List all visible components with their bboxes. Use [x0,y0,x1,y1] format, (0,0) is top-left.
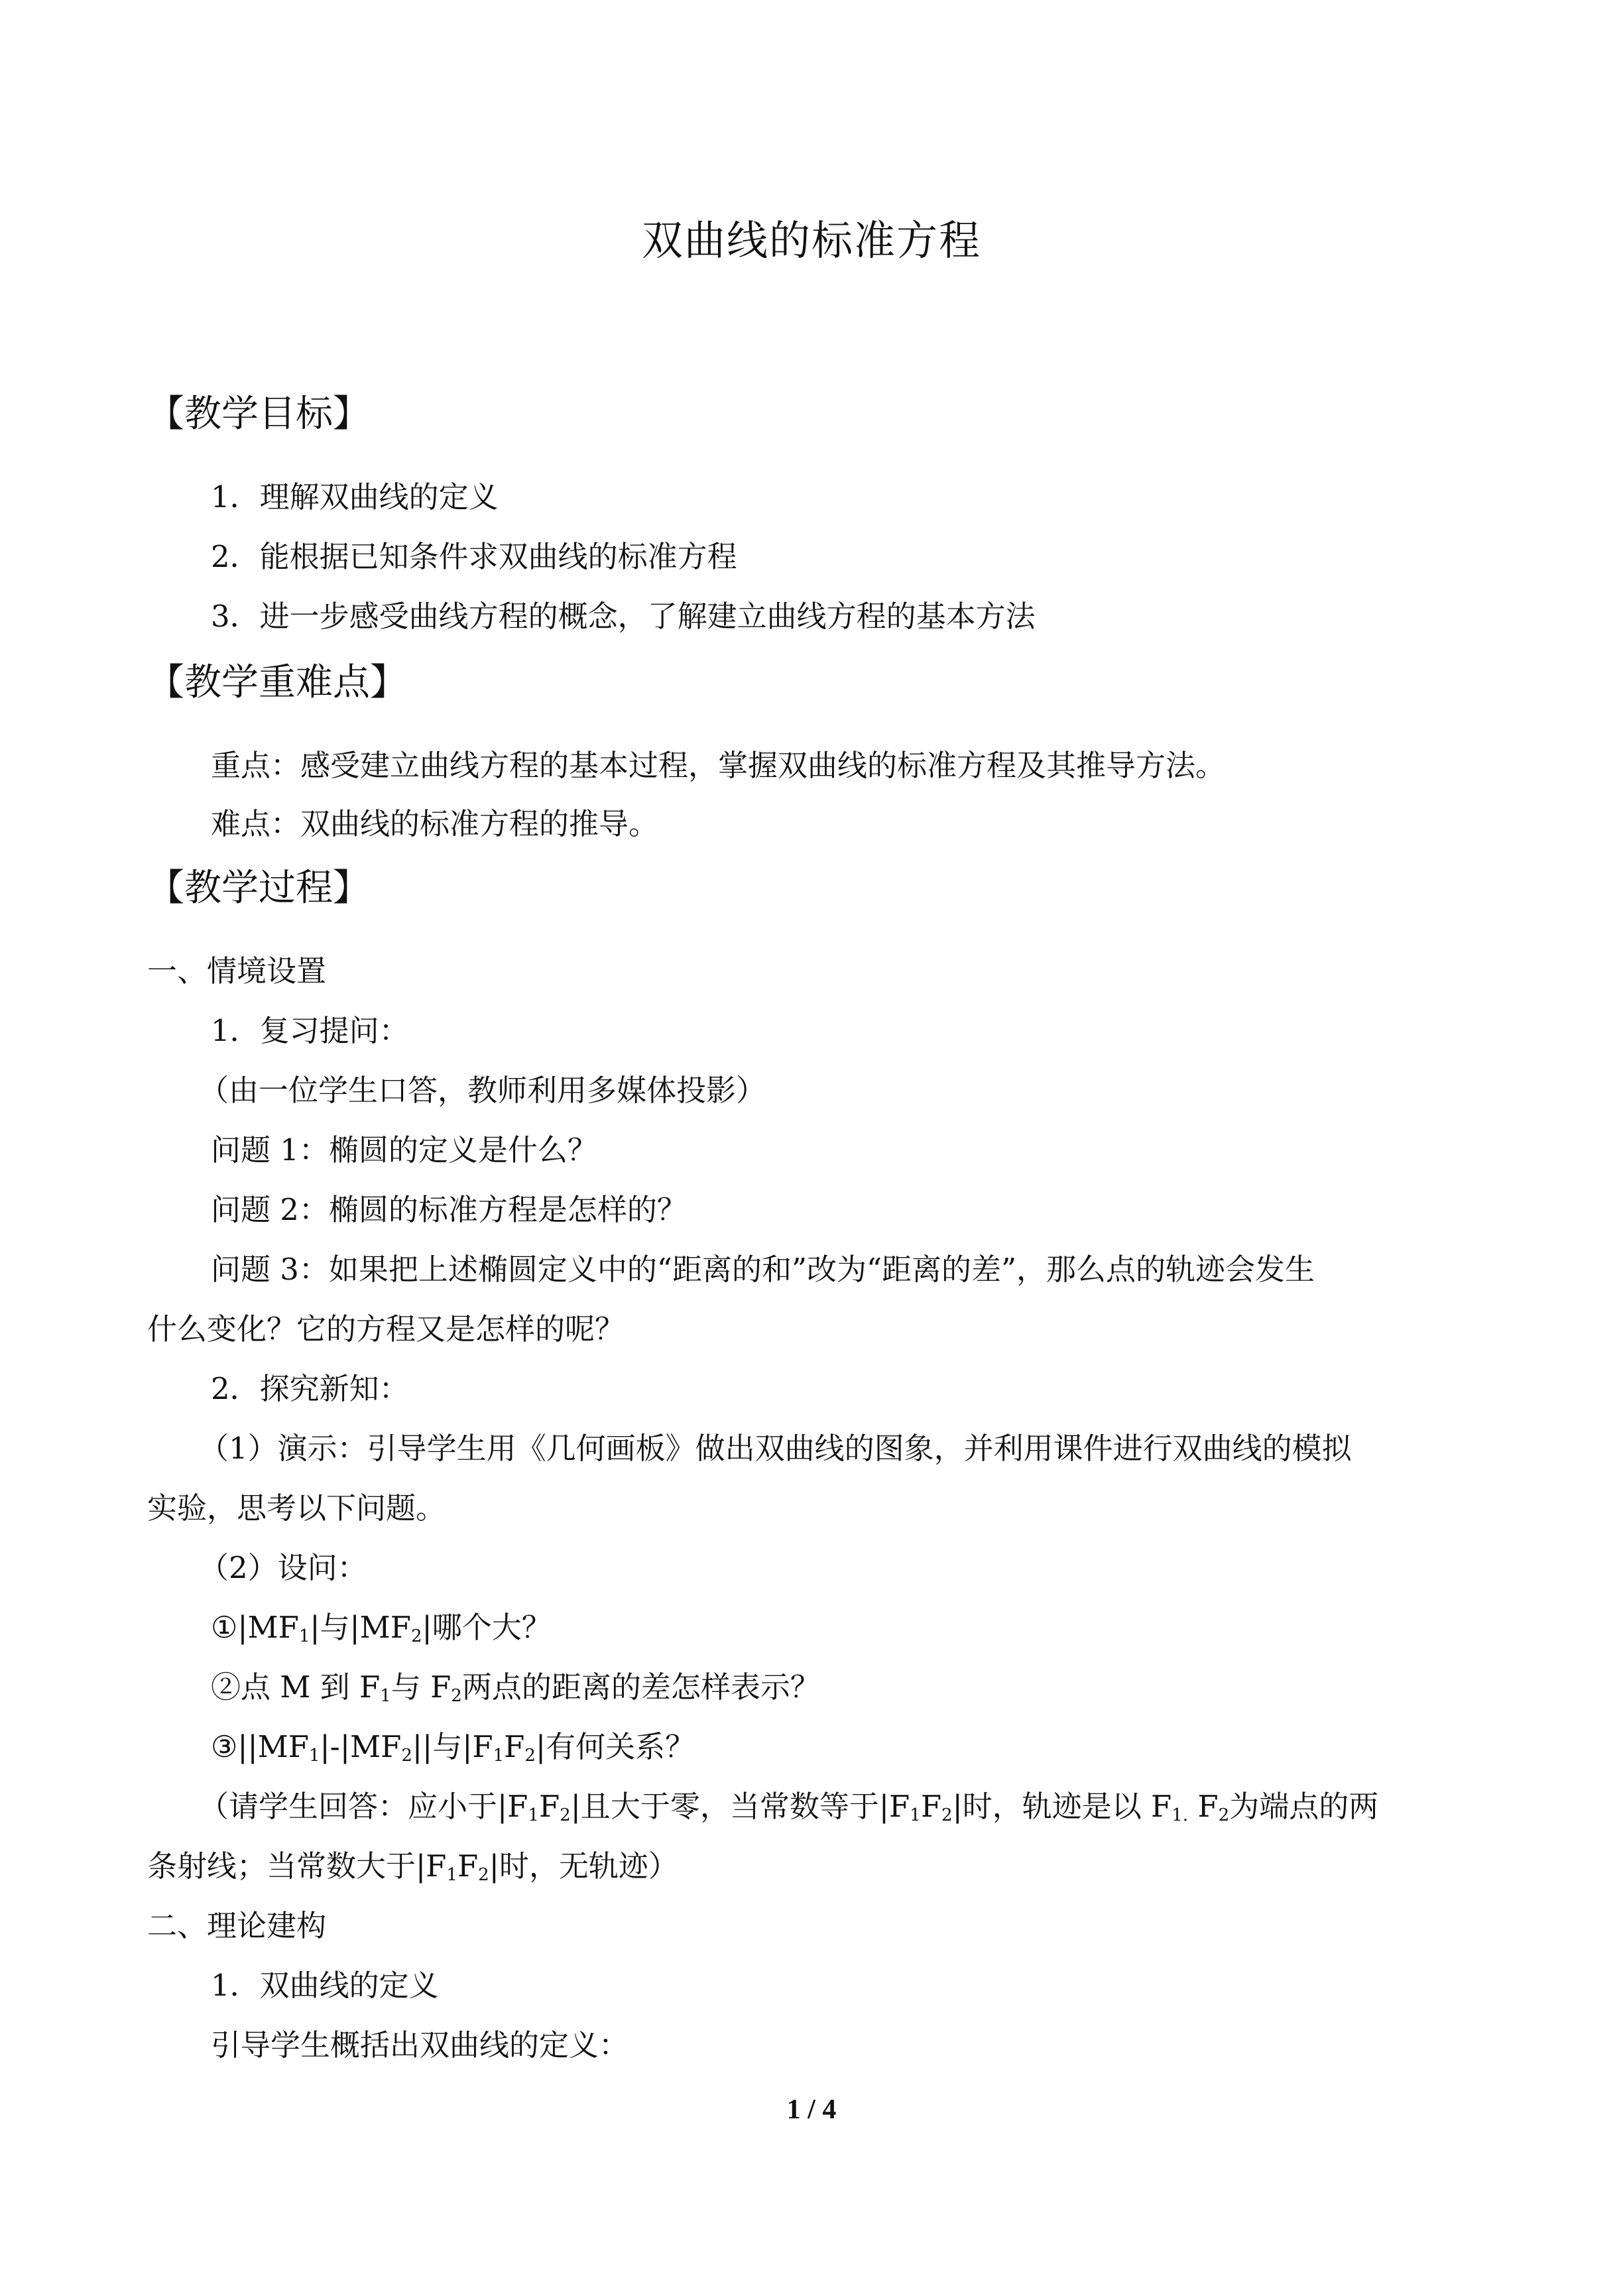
keypoint-focus: 重点：感受建立曲线方程的基本过程，掌握双曲线的标准方程及其推导方法。 [211,748,1226,783]
keypoint-difficulty: 难点：双曲线的标准方程的推导。 [211,806,659,841]
review-heading: 1．复习提问： [211,1013,409,1048]
answer-line-1: （请学生回答：应小于$|F_1F_2|$且大于零，当常数等于$|F_1F_2|$时，轨迹是以 $F_{1.}$ $F_2$为端点的两 [199,1789,1379,1825]
ask-heading: （2）设问： [199,1550,367,1585]
process-part-1: 一、情境设置 [147,953,327,989]
answer-line-2: 条射线；当常数大于$|F_1F_2|$时，无轨迹） [147,1848,678,1885]
review-note: （由一位学生口答，教师利用多媒体投影） [199,1073,766,1108]
objective-item-2: 2．能根据已知条件求双曲线的标准方程 [211,539,737,574]
question-3-line-2: 什么变化？它的方程又是怎样的呢？ [147,1311,625,1347]
question-1: 问题 1：椭圆的定义是什么？ [211,1132,597,1168]
demo-line-1: （1）演示：引导学生用《几何画板》做出双曲线的图象，并利用课件进行双曲线的模拟 [199,1431,1352,1466]
question-2: 问题 2：椭圆的标准方程是怎样的？ [211,1192,687,1227]
explore-heading: 2．探究新知： [211,1371,409,1406]
section-heading-process: 【教学过程】 [147,867,370,910]
page-number: 1 / 4 [786,2094,837,2125]
ask-item-2: ②点 M 到 $F_1$与 $F_2$两点的距离的差怎样表示？ [211,1669,820,1706]
definition-heading: 1．双曲线的定义 [211,1968,439,2003]
objective-item-1: 1．理解双曲线的定义 [211,479,499,514]
process-part-2: 二、理论建构 [147,1908,327,1943]
demo-line-2: 实验，思考以下问题。 [147,1490,446,1526]
section-heading-keypoints: 【教学重难点】 [147,661,407,704]
section-heading-objectives: 【教学目标】 [147,393,370,436]
ask-item-3: $③||MF_1|-|MF_2||$与$|F_1F_2|$有何关系？ [211,1729,695,1766]
document-title: 双曲线的标准方程 [641,216,981,265]
question-3-line-1: 问题 3：如果把上述椭圆定义中的“距离的和”改为“距离的差”，那么点的轨迹会发生 [211,1252,1315,1287]
definition-lead: 引导学生概括出双曲线的定义： [211,2027,629,2063]
ask-item-1: $①|MF_1|$与$|MF_2|$哪个大？ [211,1610,552,1646]
objective-item-3: 3．进一步感受曲线方程的概念，了解建立曲线方程的基本方法 [211,599,1036,634]
